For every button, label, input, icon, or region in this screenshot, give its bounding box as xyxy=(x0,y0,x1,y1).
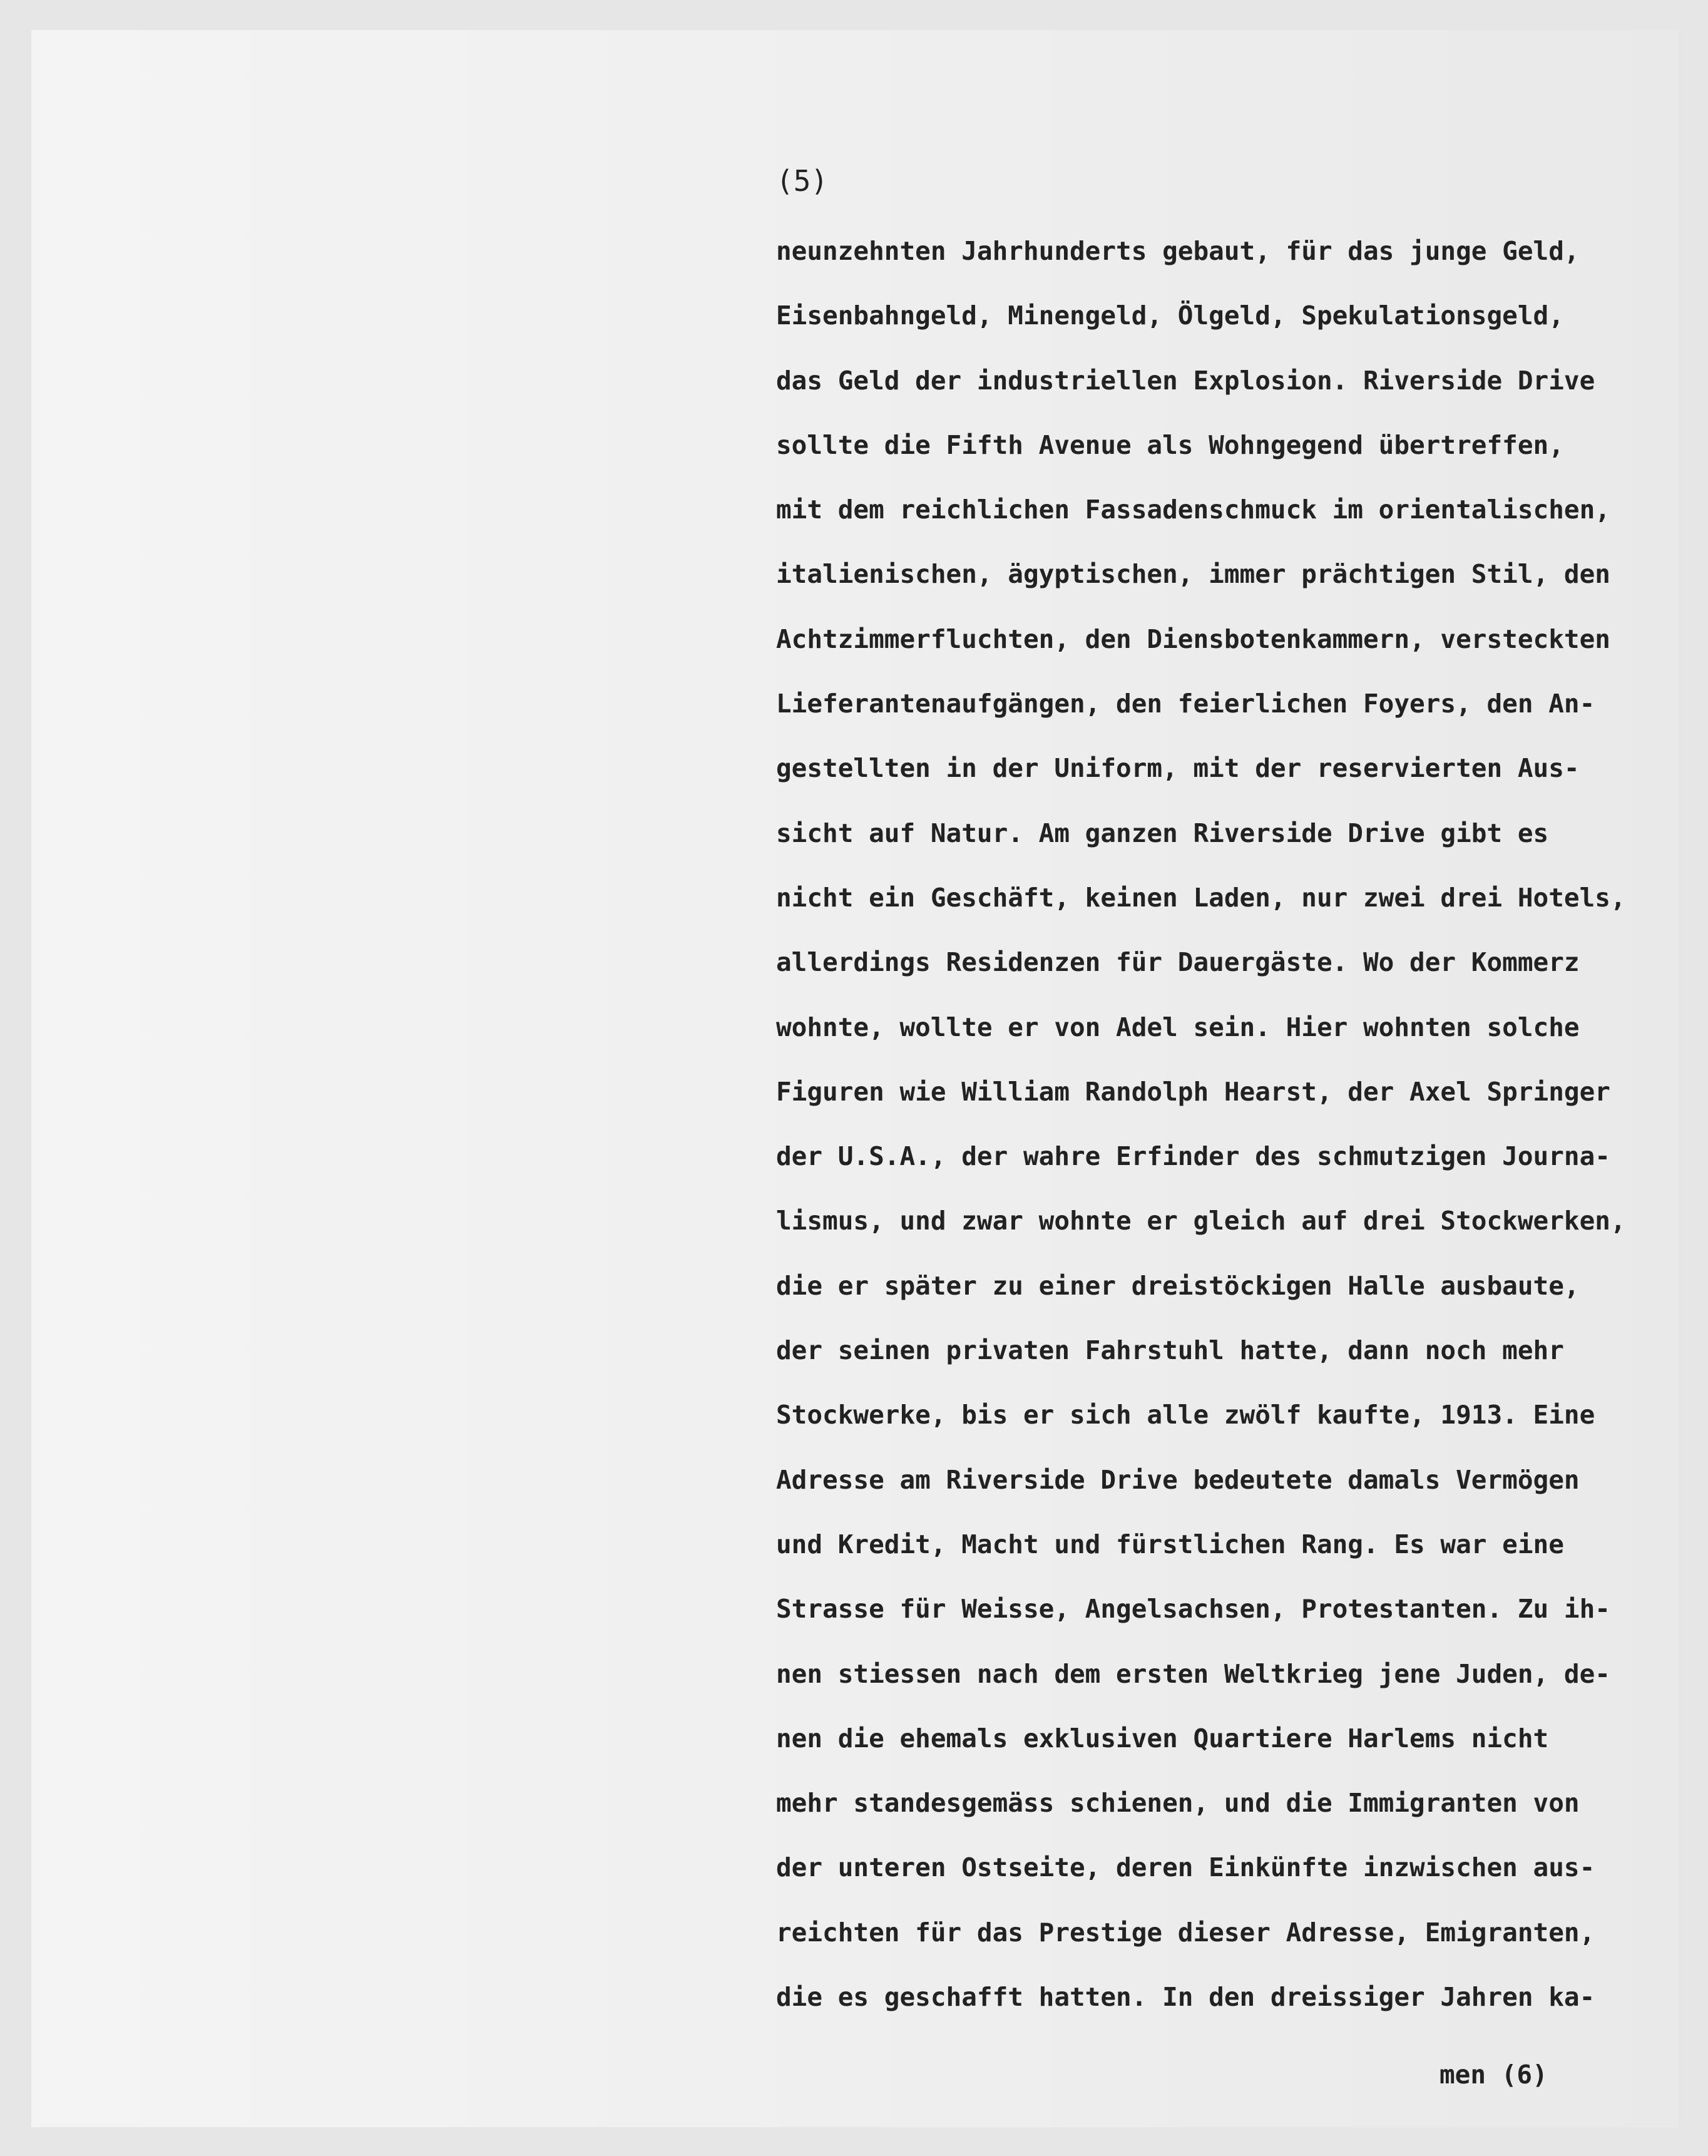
text-line: Lieferantenaufgängen, den feierlichen Foyers, den An- xyxy=(776,689,1595,719)
text-line: neunzehnten Jahrhunderts gebaut, für das junge Geld, xyxy=(776,236,1580,266)
text-line: allerdings Residenzen für Dauergäste. Wo der Kommerz xyxy=(776,947,1580,978)
text-line: der unteren Ostseite, deren Einkünfte inzwischen aus- xyxy=(776,1852,1595,1883)
text-line: nen stiessen nach dem ersten Weltkrieg jene Juden, de- xyxy=(776,1658,1610,1689)
text-line: italienischen, ägyptischen, immer prächtigen Stil, den xyxy=(776,559,1610,590)
text-line: mehr standesgemäss schienen, und die Immigranten von xyxy=(776,1788,1580,1819)
text-line: das Geld der industriellen Explosion. Riverside Drive xyxy=(776,365,1595,396)
text-line: Adresse am Riverside Drive bedeutete damals Vermögen xyxy=(776,1464,1580,1495)
text-line: die es geschafft hatten. In den dreissiger Jahren ka- xyxy=(776,1982,1595,2013)
text-line: Figuren wie William Randolph Hearst, der Axel Springer xyxy=(776,1076,1610,1107)
text-line: sicht auf Natur. Am ganzen Riverside Drive gibt es xyxy=(776,818,1549,848)
text-line: Strasse für Weisse, Angelsachsen, Protestanten. Zu ih- xyxy=(776,1594,1610,1625)
catchword-next-page: men (6) xyxy=(1440,2060,1548,2090)
text-line: der seinen privaten Fahrstuhl hatte, dann noch mehr xyxy=(776,1335,1564,1366)
text-line: Stockwerke, bis er sich alle zwölf kaufte, 1913. Eine xyxy=(776,1400,1595,1430)
text-line: Eisenbahngeld, Minengeld, Ölgeld, Spekulationsgeld, xyxy=(776,300,1564,331)
text-line: der U.S.A., der wahre Erfinder des schmutzigen Journa- xyxy=(776,1141,1610,1172)
text-line: sollte die Fifth Avenue als Wohngegend übertreffen, xyxy=(776,429,1564,460)
text-line: nen die ehemals exklusiven Quartiere Harlems nicht xyxy=(776,1723,1549,1753)
text-line: gestellten in der Uniform, mit der reservierten Aus- xyxy=(776,753,1580,784)
body-text xyxy=(776,219,1684,2030)
text-line: nicht ein Geschäft, keinen Laden, nur zwei drei Hotels, xyxy=(776,882,1626,913)
text-line: reichten für das Prestige dieser Adresse, Emigranten, xyxy=(776,1917,1595,1948)
text-line: und Kredit, Macht und fürstlichen Rang. Es war eine xyxy=(776,1529,1564,1559)
page-number-top: (5) xyxy=(776,164,829,198)
text-line: Achtzimmerfluchten, den Diensbotenkammern, versteckten xyxy=(776,624,1610,654)
text-line: lismus, und zwar wohnte er gleich auf drei Stockwerken, xyxy=(776,1206,1626,1236)
text-line: die er später zu einer dreistöckigen Halle ausbaute, xyxy=(776,1270,1580,1301)
text-line: mit dem reichlichen Fassadenschmuck im orientalischen, xyxy=(776,495,1610,525)
text-line: wohnte, wollte er von Adel sein. Hier wohnten solche xyxy=(776,1012,1580,1042)
